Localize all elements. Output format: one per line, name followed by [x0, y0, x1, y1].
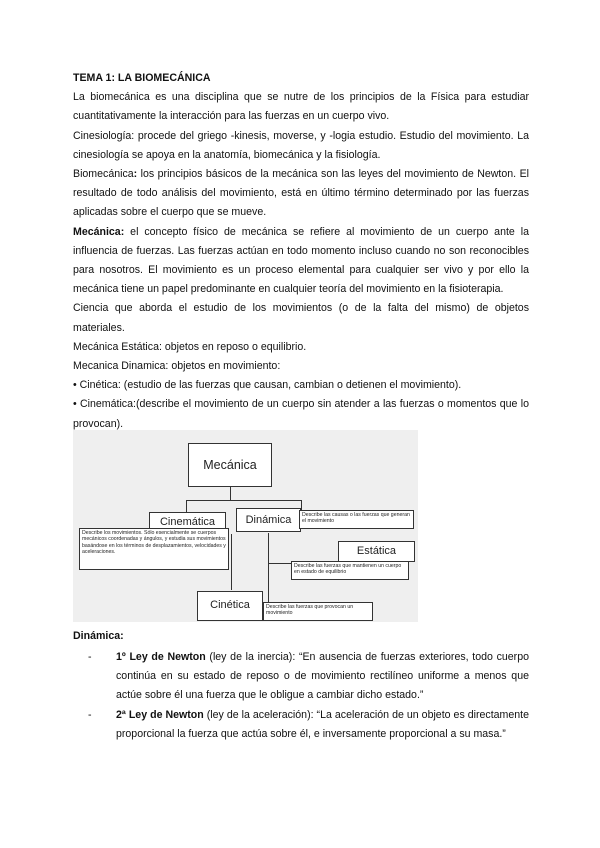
node-label: Cinemática	[159, 516, 216, 528]
paragraph: Ciencia que aborda el estudio de los movimientos (o de la falta del mismo) de objetos materiales.	[73, 302, 529, 334]
connector	[230, 485, 231, 500]
paragraph: La biomecánica es una disciplina que se nutre de los principios de la Física para estudiar cuantitativamente la interacción para las fuerzas en un cuerpo vivo.	[73, 91, 529, 123]
law-title: 2ª Ley de Newton	[116, 708, 204, 721]
dash-bullet: -	[88, 651, 92, 663]
node-dinamica	[236, 508, 301, 532]
dash-bullet: -	[88, 708, 92, 721]
node-estatica	[338, 541, 415, 562]
paragraph	[73, 223, 529, 300]
note-estatica	[291, 561, 409, 580]
paragraph-text: los principios básicos de la mecánica son las leyes del movimiento de Newton. El resultado de todo análisis del movimiento, está en último término determinado por las fuerzas aplicadas sobre el cuerpo que se mueve.	[73, 168, 529, 219]
connector	[186, 500, 301, 501]
node-label: Mecánica	[203, 458, 257, 472]
list-item: • Cinética: (estudio de las fuerzas que causan, cambian o detienen el movimiento).	[73, 379, 462, 392]
connector	[268, 533, 269, 606]
law-text: (ley de la inercia): “En ausencia de fuerzas exteriores, todo cuerpo continúa en su estado de reposo o de movimiento rectilíneo uniforme a menos que actúe sobre él una fuerza que le obligue a cambiar dicho estado.”	[116, 651, 529, 702]
note-text: Describe las causas o las fuerzas que generan el movimiento	[302, 512, 410, 525]
connector	[231, 534, 232, 590]
section-title-dinamica: Dinámica:	[73, 630, 124, 642]
newton-laws-list	[88, 648, 529, 744]
main-text	[73, 69, 529, 434]
node-label: Cinética	[210, 599, 250, 611]
note-text: Describe los movimientos. Sólo esencialmente se cuerpos mecánicos coordenadas y ángulos, y estudia sus movimientos basándose en los términos de desplazamientos, velocidades y aceleraciones.	[82, 530, 226, 555]
paragraph: Mecánica Estática: objetos en reposo o equilibrio.	[73, 340, 307, 353]
node-label: Estática	[356, 545, 397, 557]
paragraph	[73, 165, 529, 223]
note-dinamica	[299, 510, 414, 529]
list-item	[88, 706, 529, 744]
node-cinetica	[197, 591, 263, 621]
list-item	[88, 648, 529, 706]
law-text: (ley de la aceleración): “La aceleración de un objeto es directamente proporcional la fuerza que actúa sobre él, e inversamente proporcional a su masa.”	[116, 708, 529, 740]
term-mecanica: Mecánica:	[73, 225, 125, 238]
note-text: Describe las fuerzas que mantienen un cuerpo en estado de equilibrio	[294, 563, 402, 576]
mechanics-diagram	[73, 430, 418, 622]
note-cinetica	[263, 602, 373, 621]
node-label: Dinámica	[245, 514, 292, 526]
paragraph-text: el concepto físico de mecánica se refiere al movimiento de un cuerpo ante la influencia de fuerzas. Las fuerzas actúan en todo momento incluso cuando no son reconocibles para nosotros. El movimiento es un proceso elemental para cualquier ser vivo y por ello la mecánica tiene un papel predominante en cualquier teoría del movimiento en la fisioterapia.	[73, 225, 529, 296]
note-cinematica	[79, 528, 229, 570]
paragraph: Cinesiología: procede del griego -kinesis, moverse, y -logia estudio. Estudio del movimiento. La cinesiología se apoya en la anatomía, biomecánica y la fisiología.	[73, 129, 529, 161]
page-title: TEMA 1: LA BIOMECÁNICA	[73, 72, 211, 84]
term-colon: :	[133, 168, 138, 181]
term-biomecanica: Biomecánica	[73, 168, 134, 181]
node-mecanica	[188, 443, 272, 487]
list-item: • Cinemática:(describe el movimiento de un cuerpo sin atender a las fuerzas o momentos que lo provocan).	[73, 398, 529, 430]
note-text: Describe las fuerzas que provocan un movimiento	[266, 604, 354, 617]
paragraph: Mecanica Dinamica: objetos en movimiento:	[73, 360, 281, 373]
law-title: 1º Ley de Newton	[116, 651, 206, 663]
